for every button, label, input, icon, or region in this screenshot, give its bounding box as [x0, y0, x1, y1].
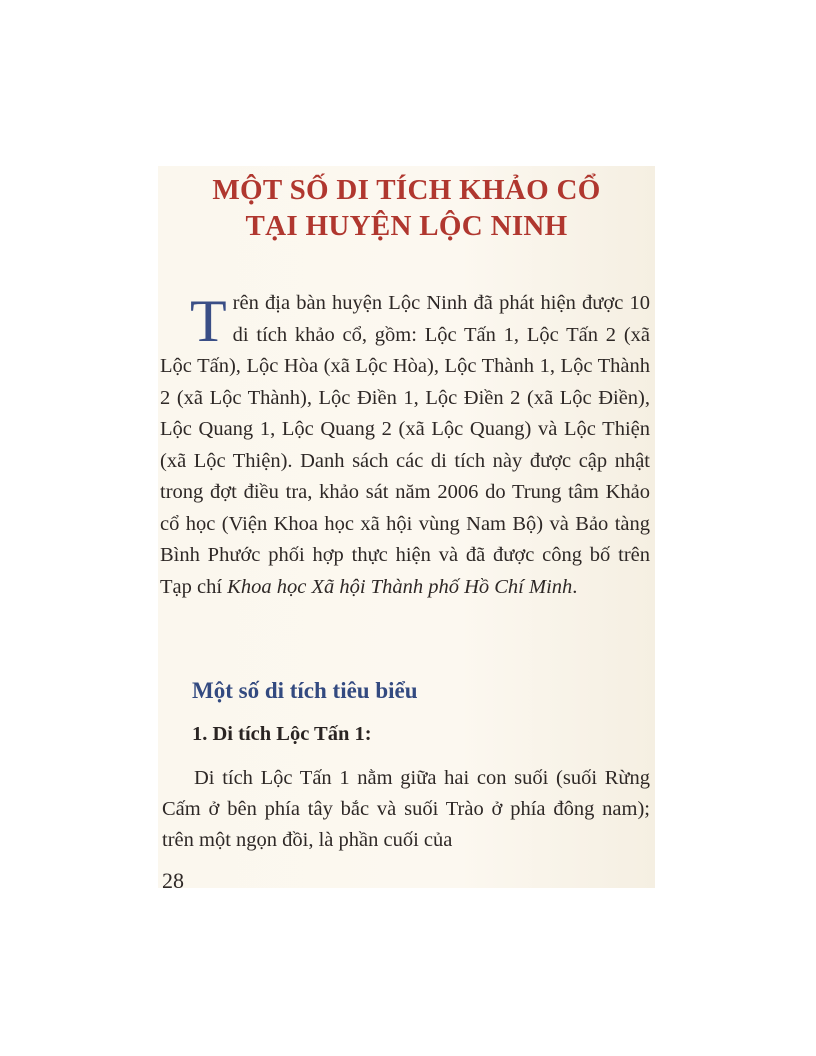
site-paragraph: Di tích Lộc Tấn 1 nằm giữa hai con suối (suối Rừng Cấm ở bên phía tây bắc và suối Trào ở phía đông nam); trên một ngọn đồi, là phần cuối của	[162, 767, 650, 851]
drop-cap: T	[190, 288, 227, 354]
site-subheading: 1. Di tích Lộc Tấn 1:	[192, 723, 372, 745]
journal-name: Khoa học Xã hội Thành phố Hồ Chí Minh	[227, 575, 573, 598]
chapter-title-line-1: MỘT SỐ DI TÍCH KHẢO CỔ	[212, 174, 601, 206]
page-number: 28	[162, 868, 184, 893]
intro-end: .	[572, 575, 578, 598]
intro-paragraph	[160, 288, 650, 603]
intro-text: rên địa bàn huyện Lộc Ninh đã phát hiện được 10 di tích khảo cổ, gồm: Lộc Tấn 1, Lộc Tấn 2 (xã Lộc Tấn), Lộc Hòa (xã Lộc Hòa), Lộc Thành 1, Lộc Thành 2 (xã Lộc Thành), Lộc Điền 1, Lộc Điền 2 (xã Lộc Điền), Lộc Quang 1, Lộc Quang 2 (xã Lộc Quang) và Lộc Thiện (xã Lộc Thiện). Danh sách các di tích này được cập nhật trong đợt điều tra, khảo sát năm 2006 do Trung tâm Khảo cổ học (Viện Khoa học xã hội vùng Nam Bộ) và Bảo tàng Bình Phước phối hợp thực hiện và đã được công bố trên Tạp chí	[160, 292, 650, 598]
chapter-title-line-2: TẠI HUYỆN LỘC NINH	[245, 210, 568, 242]
book-page	[158, 166, 655, 893]
section-heading: Một số di tích tiêu biểu	[192, 678, 418, 703]
